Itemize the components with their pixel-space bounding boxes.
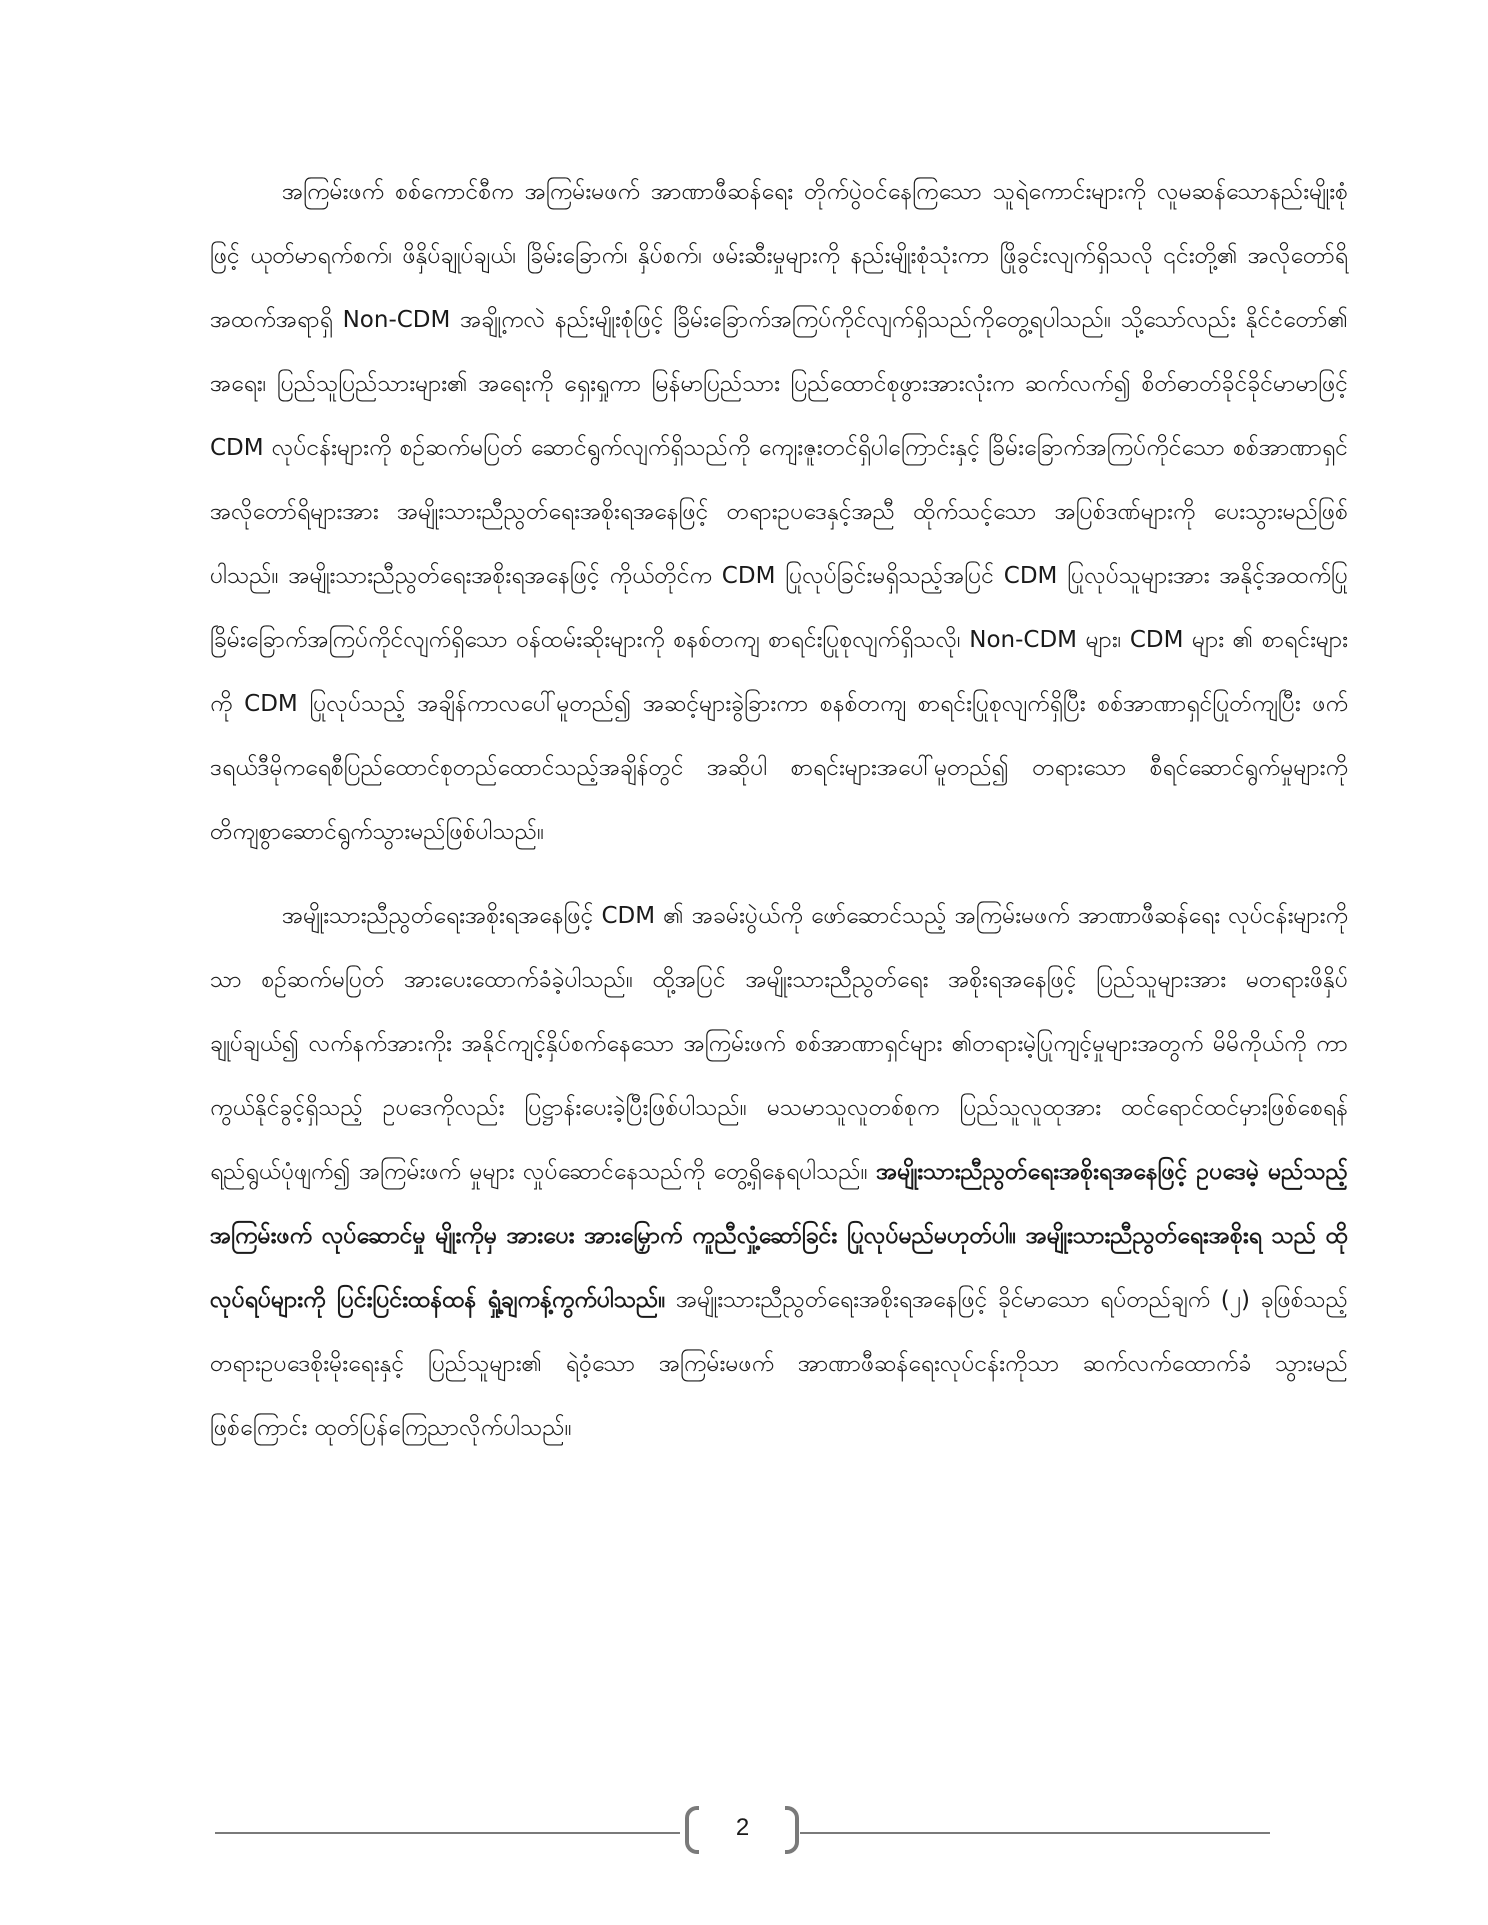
paragraph-2-bold-statement: အမျိုးသားညီညွတ်ရေးအစိုးရအနေဖြင့် ဥပဒေမဲ့ မည်သည့် အကြမ်းဖက် လုပ်ဆောင်မှု မျိုးကိုမှ အားပေး အားမြှောက် ကူညီလှုံ့ဆော်ခြင်း ပြုလုပ်မည်မဟုတ်ပါ။ အမျိုးသားညီညွတ်ရေးအစိုးရ သည် ထိုလုပ်ရပ်များကို ပြင်းပြင်းထန်ထန် ရှုံ့ချကန့်ကွက်ပါသည်။	[210, 1159, 1348, 1313]
page-footer	[215, 1806, 1270, 1858]
paragraph-2	[210, 884, 1348, 1460]
page-number: 2	[735, 1814, 750, 1841]
document-body	[210, 160, 1348, 1460]
right-bracket-icon	[785, 1806, 799, 1854]
footer-rule-right	[800, 1832, 1270, 1834]
left-bracket-icon	[685, 1806, 699, 1854]
paragraph-1-text: အကြမ်းဖက် စစ်ကောင်စီက အကြမ်းမဖက် အာဏာဖီဆန်ရေး တိုက်ပွဲဝင်နေကြသော သူရဲကောင်းများကို လူမဆန်သောနည်းမျိုးစုံဖြင့် ယုတ်မာရက်စက်၊ ဖိနှိပ်ချုပ်ချယ်၊ ခြိမ်းခြောက်၊ နှိပ်စက်၊ ဖမ်းဆီးမှုများကို နည်းမျိုးစုံသုံးကာ ဖြိုခွင်းလျက်ရှိသလို ၎င်းတို့၏ အလိုတော်ရိ အထက်အရာရှိ Non-CDM အချို့ကလဲ နည်းမျိုးစုံဖြင့် ခြိမ်းခြောက်အကြပ်ကိုင်လျက်ရှိသည်ကိုတွေ့ရပါသည်။ သို့သော်လည်း နိုင်ငံတော်၏ အရေး၊ ပြည်သူပြည်သားများ၏ အရေးကို ရှေးရှုကာ မြန်မာပြည်သား ပြည်ထောင်စုဖွားအားလုံးက ဆက်လက်၍ စိတ်ဓာတ်ခိုင်ခိုင်မာမာဖြင့် CDM လုပ်ငန်းများကို စဉ်ဆက်မပြတ် ဆောင်ရွက်လျက်ရှိသည်ကို ကျေးဇူးတင်ရှိပါကြောင်းနှင့် ခြိမ်းခြောက်အကြပ်ကိုင်သော စစ်အာဏာရှင် အလိုတော်ရိများအား အမျိုးသားညီညွတ်ရေးအစိုးရအနေဖြင့် တရားဥပဒေနှင့်အညီ ထိုက်သင့်သော အပြစ်ဒဏ်များကို ပေးသွားမည်ဖြစ်ပါသည်။ အမျိုးသားညီညွတ်ရေးအစိုးရအနေဖြင့် ကိုယ်တိုင်က CDM ပြုလုပ်ခြင်းမရှိသည့်အပြင် CDM ပြုလုပ်သူများအား အနိုင့်အထက်ပြု ခြိမ်းခြောက်အကြပ်ကိုင်လျက်ရှိသော ဝန်ထမ်းဆိုးများကို စနစ်တကျ စာရင်းပြုစုလျက်ရှိသလို၊ Non-CDM များ၊ CDM များ ၏ စာရင်းများကို CDM ပြုလုပ်သည့် အချိန်ကာလပေါ်မူတည်၍ အဆင့်များခွဲခြားကာ စနစ်တကျ စာရင်းပြုစုလျက်ရှိပြီး စစ်အာဏာရှင်ပြုတ်ကျပြီး ဖက်ဒရယ်ဒီမိုကရေစီပြည်ထောင်စုတည်ထောင်သည့်အချိန်တွင် အဆိုပါ စာရင်းများအပေါ်မူတည်၍ တရားသော စီရင်ဆောင်ရွက်မှုများကို တိကျစွာဆောင်ရွက်သွားမည်ဖြစ်ပါသည်။	[210, 179, 1348, 845]
paragraph-2-text-a: အမျိုးသားညီညွတ်ရေးအစိုးရအနေဖြင့် CDM ၏ အခမ်းပွဲယ်ကို ဖော်ဆောင်သည့် အကြမ်းမဖက် အာဏာဖီဆန်ရေး လုပ်ငန်းများကိုသာ စဉ်ဆက်မပြတ် အားပေးထောက်ခံခဲ့ပါသည်။ ထို့အပြင် အမျိုးသားညီညွတ်ရေး အစိုးရအနေဖြင့် ပြည်သူများအား မတရားဖိနှိပ်ချုပ်ချယ်၍ လက်နက်အားကိုး အနိုင်ကျင့်နှိပ်စက်နေသော အကြမ်းဖက် စစ်အာဏာရှင်များ ၏တရားမဲ့ပြုကျင့်မှုများအတွက် မိမိကိုယ်ကို ကာကွယ်နိုင်ခွင့်ရှိသည့် ဥပဒေကိုလည်း ပြဋ္ဌာန်းပေးခဲ့ပြီးဖြစ်ပါသည်။ မသမာသူလူတစ်စုက ပြည်သူလူထုအား ထင်ရောင်ထင်မှားဖြစ်စေရန် ရည်ရွယ်ပုံဖျက်၍ အကြမ်းဖက် မှုများ လှုပ်ဆောင်နေသည်ကို တွေ့ရှိနေရပါသည်။	[210, 903, 1348, 1185]
footer-rule-left	[215, 1832, 680, 1834]
paragraph-1	[210, 160, 1348, 864]
paragraph-2-text-b: အမျိုးသားညီညွတ်ရေးအစိုးရအနေဖြင့် ခိုင်မာသော ရပ်တည်ချက် (၂) ခုဖြစ်သည့် တရားဥပဒေစိုးမိုးရေးနှင့် ပြည်သူများ၏ ရဲဝံ့သော အကြမ်းမဖက် အာဏာဖီဆန်ရေးလုပ်ငန်းကိုသာ ဆက်လက်ထောက်ခံ သွားမည် ဖြစ်ကြောင်း ထုတ်ပြန်ကြေညာလိုက်ပါသည်။	[210, 1287, 1348, 1441]
